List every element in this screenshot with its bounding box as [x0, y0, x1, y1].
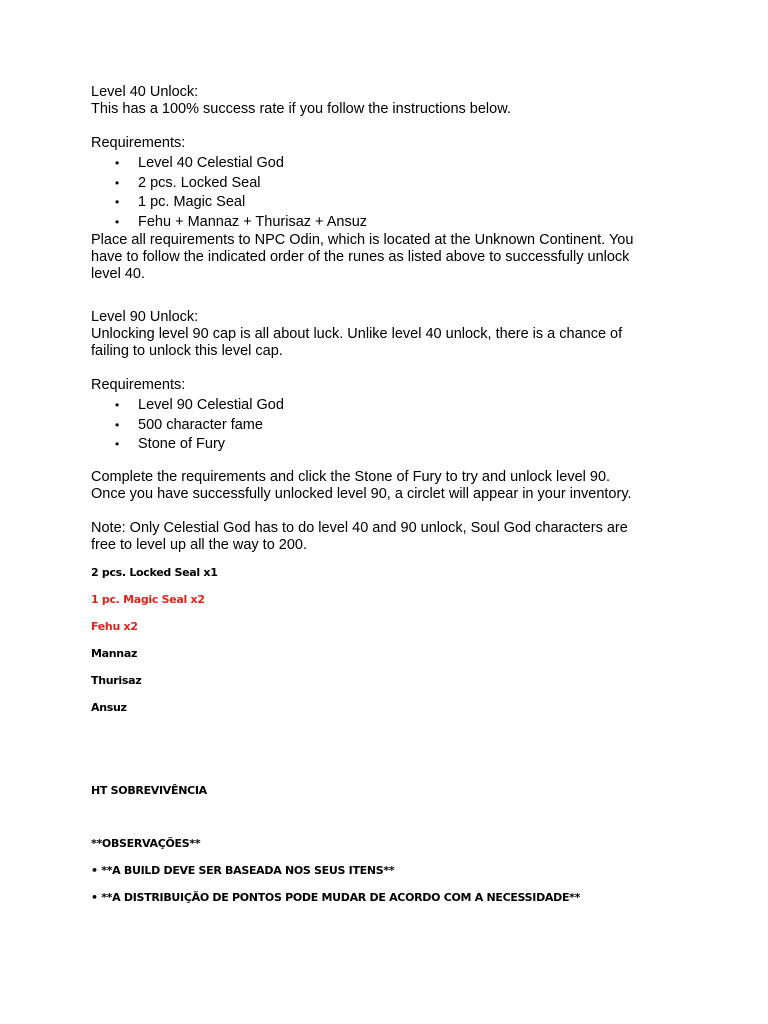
level90-complete-line: Complete the requirements and click the Stone of Fury to try and unlock level 90.: [91, 468, 611, 485]
bullet-icon: •: [115, 398, 120, 412]
level40-requirements-list: [91, 154, 691, 232]
level40-title: Level 40 Unlock:: [91, 84, 199, 100]
bullet-icon: •: [115, 195, 120, 209]
observations-title: **OBSERVAÇÕES**: [91, 836, 201, 850]
level90-luck-line: failing to unlock this level cap.: [91, 343, 283, 359]
bullet-icon: •: [115, 437, 120, 451]
level90-luck-line: Unlocking level 90 cap is all about luck. Unlike level 40 unlock, there is a chance of: [91, 326, 623, 342]
rune-item: Mannaz: [91, 646, 138, 660]
rune-item: 2 pcs. Locked Seal x1: [91, 565, 218, 579]
level40-success-rate: This has a 100% success rate if you follow the instructions below.: [91, 101, 511, 117]
level90-requirements-list: [91, 396, 691, 455]
document-page: [91, 84, 691, 911]
bullet-icon: •: [115, 175, 120, 190]
bullet-icon: •: [115, 417, 120, 432]
observation-item: • **A DISTRIBUIÇÃO DE PONTOS PODE MUDAR DE ACORDO COM A NECESSIDADE**: [91, 890, 581, 904]
rune-item: 1 pc. Magic Seal x2: [91, 592, 205, 606]
rune-item: Ansuz: [91, 700, 127, 714]
list-item: • 2 pcs. Locked Seal: [91, 174, 691, 194]
level40-instructions-line: have to follow the indicated order of the runes as listed above to successfully unlock: [91, 249, 630, 265]
bullet-icon: •: [115, 214, 120, 229]
level40-instructions-line: level 40.: [91, 266, 146, 282]
level90-note-line: Note: Only Celestial God has to do level 40 and 90 unlock, Soul God characters are: [91, 519, 628, 536]
list-item: • Stone of Fury: [91, 435, 691, 455]
bullet-icon: •: [115, 156, 120, 170]
level90-title: Level 90 Unlock:: [91, 309, 199, 325]
observations-section: [91, 830, 691, 911]
level90-note-line: free to level up all the way to 200.: [91, 536, 308, 553]
rune-item: Fehu x2: [91, 619, 138, 633]
level40-instructions-line: Place all requirements to NPC Odin, which is located at the Unknown Continent. You: [91, 232, 634, 248]
list-item: • 500 character fame: [91, 416, 691, 436]
list-item: • Level 40 Celestial God: [91, 154, 691, 174]
ht-title: HT SOBREVIVÊNCIA: [91, 783, 207, 797]
level90-section: [91, 309, 691, 554]
rune-list: [91, 559, 691, 721]
level90-requirements-title: Requirements:: [91, 377, 186, 393]
list-item: • Fehu + Mannaz + Thurisaz + Ansuz: [91, 213, 691, 233]
level40-requirements-title: Requirements:: [91, 135, 186, 151]
list-item: • 1 pc. Magic Seal: [91, 193, 691, 213]
level40-section: [91, 84, 691, 283]
rune-item: Thurisaz: [91, 673, 142, 687]
level90-complete-line: Once you have successfully unlocked level 90, a circlet will appear in your inventory.: [91, 485, 632, 502]
list-item: • Level 90 Celestial God: [91, 396, 691, 416]
observation-item: • **A BUILD DEVE SER BASEADA NOS SEUS ITENS**: [91, 863, 395, 877]
